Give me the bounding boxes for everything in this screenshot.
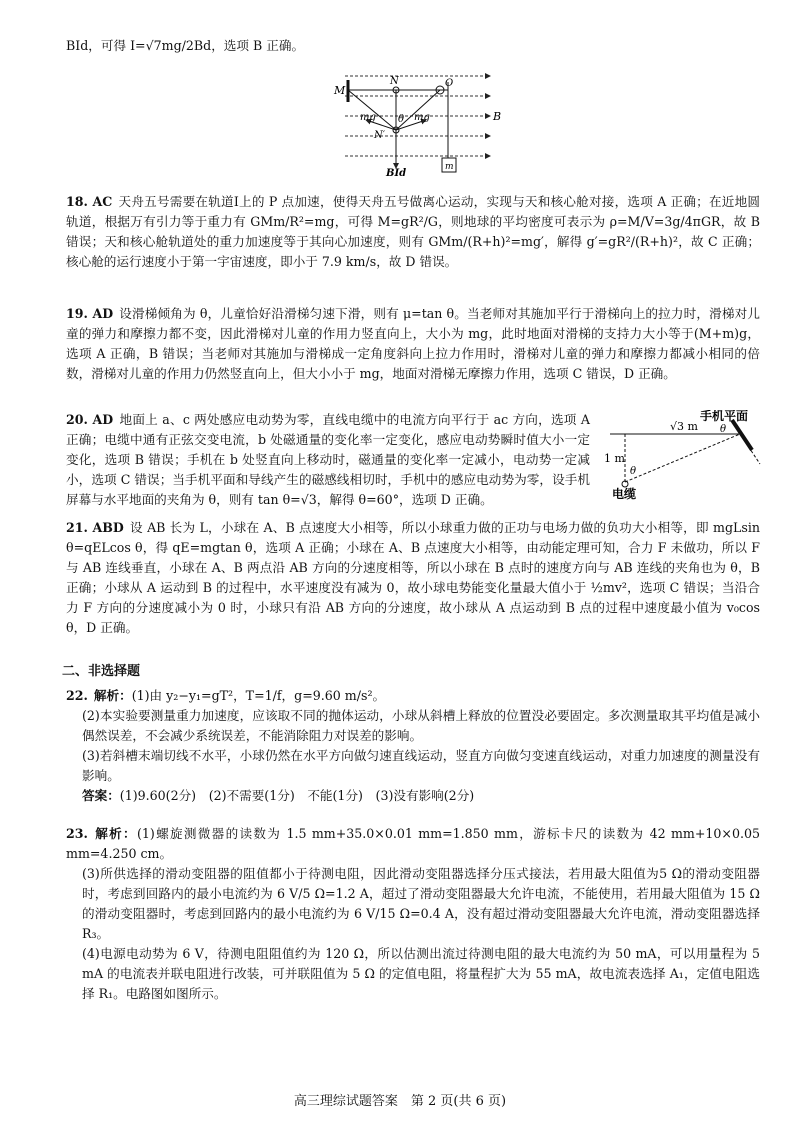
one-meter-label: 1 m xyxy=(604,452,625,465)
question-22-number: 22. xyxy=(66,688,88,703)
question-22-answer-label: 答案： xyxy=(82,788,120,803)
question-22-p1: (1)由 y₂−y₁=gT²，T=1/f，g=9.60 m/s²。 xyxy=(131,688,386,703)
question-20-text: 地面上 a、c 两处感应电动势为零，直线电缆中的电流方向平行于 ac 方向，选项 A 正确；电缆中通有正弦交变电流，b 处磁通量的变化率一定变化，感应电动势瞬时值大小一定变化，选项 B 错误；手机在 b 处竖直向上移动时，磁通量的变化率一定减小，电动势一定减小，选项 C 错误；当手机平面和导线产生的磁感线相切时，手机中的感应电动势为零，设手机屏幕与水平地面的夹角为 θ，则有 tan θ=√3，解得 θ=60°，选项 D 正确。 xyxy=(66,412,590,507)
question-22-p2: (2)本实验要测量重力加速度，应该取不同的抛体运动，小球从斜槽上释放的位置没必要固定。多次测量取其平均值是减小偶然误差，不会减少系统误差，不能消除阻力对误差的影响。 xyxy=(82,708,760,743)
label-mg2: mg xyxy=(414,112,430,123)
question-18-number: 18. AC xyxy=(66,194,113,209)
question-23 xyxy=(66,824,760,1004)
page-footer: 高三理综试题答案 第 2 页(共 6 页) xyxy=(293,1094,507,1109)
question-23-p1: (1)螺旋测微器的读数为 1.5 mm+35.0×0.01 mm=1.850 mm，游标卡尺的读数为 42 mm+10×0.05 mm=4.250 cm。 xyxy=(66,826,760,861)
question-23-p3: (4)电源电动势为 6 V，待测电阻阻值约为 120 Ω，所以估测出流过待测电阻的最大电流约为 50 mA，可以用量程为 5 mA 的电流表并联电阻进行改装，可并联阻值为 5 Ω 的定值电阻，将量程扩大为 55 mA，故电流表选择 A₁，定值电阻选择 R₁。电路图如图所示。 xyxy=(82,946,760,1001)
label-N-prime: N′ xyxy=(374,130,386,141)
label-N: N xyxy=(390,76,399,87)
question-19-number: 19. AD xyxy=(66,306,114,321)
theta-label-1: θ xyxy=(720,424,727,435)
question-21-text: 设 AB 长为 L，小球在 A、B 点速度大小相等，所以小球重力做的正功与电场力做的负功大小相等，即 mgLsin θ=qELcos θ，得 qE=mgtan θ，选项 A 正确；小球在 A、B 点速度大小相等，由动能定理可知，合力 F 未做功，所以 F 与 AB 连线垂直，小球在 A、B 两点沿 AB 方向的分速度相等，所以小球在 B 点时的速度方向与 AB 连线的夹角也为 θ，B 正确；小球从 A 运动到 B 的过程中，水平速度没有减为 0，故小球电势能变化量最大值小于 ½mv²，选项 C 错误；当沿合力 F 方向的分速度减小为 0 时，小球只有沿 AB 方向的分速度，故小球从 A 点运动到 B 点的过程中速度最小值为 v₀cos θ，D 正确。 xyxy=(66,520,760,635)
phone-plane-label: 手机平面 xyxy=(700,410,749,423)
label-BId: BId xyxy=(386,168,407,178)
question-20-number: 20. AD xyxy=(66,412,114,427)
force-diagram xyxy=(330,68,510,178)
question-19-text: 设滑梯倾角为 θ，儿童恰好沿滑梯匀速下滑，则有 μ=tan θ。当老师对其施加平行于滑梯向上的拉力时，滑梯对儿童的弹力和摩擦力都不变，因此滑梯对儿童的作用力竖直向上，大小为 mg，此时地面对滑梯的支持力大小等于(M+m)g，选项 A 正确，B 错误；当老师对其施加与滑梯成一定角度斜向上拉力作用时，滑梯对儿童的弹力和摩擦力都减小相同的倍数，滑梯对儿童的作用力仍然竖直向上，但大小小于 mg，地面对滑梯无摩擦力作用，选项 C 错误，D 正确。 xyxy=(66,306,760,381)
question-23-number: 23. xyxy=(66,826,88,841)
label-O: O xyxy=(445,78,454,89)
cable-label: 电缆 xyxy=(612,487,637,500)
question-18-text: 天舟五号需要在轨道Ⅰ上的 P 点加速，使得天舟五号做离心运动，实现与天和核心舱对接，选项 A 正确；在近地圆轨道，根据万有引力等于重力有 GMm/R²=mg，可得 M=gR²/G，则地球的平均密度可表示为 ρ=M/V=3g/4πGR，故 B 错误；天和核心舱轨道处的重力加速度等于其向心加速度，则有 GMm/(R+h)²=mg′，解得 g′=gR²/(R+h)²，故 C 正确；核心舱的运行速度小于第一宇宙速度，即小于 7.9 km/s，故 D 错误。 xyxy=(66,194,760,269)
question-22 xyxy=(66,686,760,806)
label-theta: θ xyxy=(398,114,405,125)
question-21 xyxy=(66,518,760,638)
question-21-number: 21. ABD xyxy=(66,520,124,535)
label-M: M xyxy=(334,84,346,97)
section-heading: 二、非选择题 xyxy=(62,664,141,679)
question-22-label: 解析： xyxy=(93,688,132,703)
question-23-p2: (3)所供选择的滑动变阻器的阻值都小于待测电阻，因此滑动变阻器选择分压式接法，若用最大阻值为5 Ω的滑动变阻器时，考虑到回路内的最小电流约为 6 V/5 Ω=1.2 A，超过了滑动变阻器最大允许电流，不能使用，若用最大阻值为 15 Ω 的滑动变阻器时，考虑到回路内的最小电流约为 6 V/15 Ω=0.4 A，没有超过滑动变阻器最大允许电流，滑动变阻器选择 R₃。 xyxy=(82,866,760,941)
question-18 xyxy=(66,192,760,272)
top-line: BId，可得 I=√7mg/2Bd，选项 B 正确。 xyxy=(66,38,305,53)
distance-label: √3 m xyxy=(670,420,698,433)
question-23-label: 解析： xyxy=(93,826,137,841)
label-B: B xyxy=(493,110,502,123)
question-22-p3: (3)若斜槽末端切线不水平，小球仍然在水平方向做匀速直线运动，竖直方向做匀变速直线运动，对重力加速度的测量没有影响。 xyxy=(82,748,760,783)
theta-label-2: θ xyxy=(630,466,637,477)
question-19 xyxy=(66,304,760,384)
question-22-answer: (1)9.60(2分) (2)不需要(1分) 不能(1分) (3)没有影响(2分) xyxy=(119,788,475,803)
label-mg1: mg xyxy=(360,112,376,123)
label-m: m xyxy=(445,162,454,172)
phone-cable-diagram xyxy=(600,410,770,500)
question-20 xyxy=(66,410,590,510)
